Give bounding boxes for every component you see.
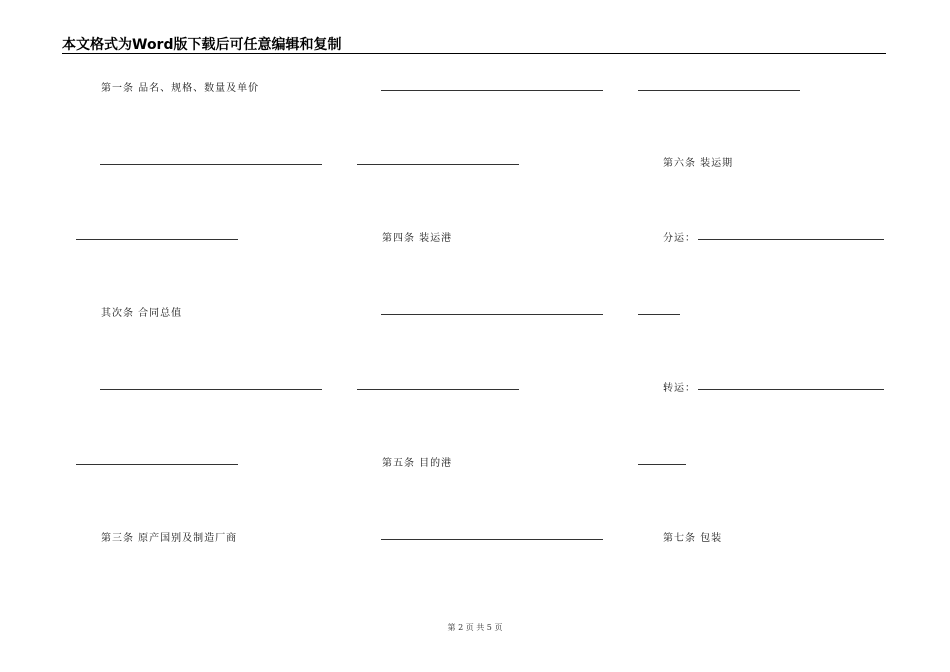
clause-4-heading: 第四条 装运港 xyxy=(382,233,453,244)
fill-blank-line[interactable] xyxy=(76,239,238,240)
fill-blank-line[interactable] xyxy=(357,164,519,165)
page-indicator: 第 2 页 共 5 页 xyxy=(447,623,503,632)
fill-blank-line[interactable] xyxy=(638,90,800,91)
clause-6-heading: 第六条 装运期 xyxy=(663,158,734,169)
fill-blank-line[interactable] xyxy=(76,464,238,465)
fill-blank-line[interactable] xyxy=(638,314,680,315)
fill-blank-line[interactable] xyxy=(100,389,322,390)
transshipment-label: 转运： xyxy=(663,383,696,394)
clause-3-heading: 第三条 原产国别及制造厂商 xyxy=(101,533,238,544)
fill-blank-line[interactable] xyxy=(381,539,603,540)
fill-blank-line[interactable] xyxy=(381,314,603,315)
transshipment-blank[interactable] xyxy=(698,389,884,390)
partial-shipment-blank[interactable] xyxy=(698,239,884,240)
clause-2-heading: 其次条 合同总值 xyxy=(101,308,183,319)
fill-blank-line[interactable] xyxy=(357,389,519,390)
header-title: 本文格式为Word版下载后可任意编辑和复制 xyxy=(62,37,342,53)
clause-1-heading: 第一条 品名、规格、数量及单价 xyxy=(101,83,260,94)
clause-7-heading: 第七条 包装 xyxy=(663,533,723,544)
clause-5-heading: 第五条 目的港 xyxy=(382,458,453,469)
fill-blank-line[interactable] xyxy=(638,464,686,465)
header-divider xyxy=(62,53,886,54)
fill-blank-line[interactable] xyxy=(381,90,603,91)
fill-blank-line[interactable] xyxy=(100,164,322,165)
partial-shipment-label: 分运： xyxy=(663,233,696,244)
